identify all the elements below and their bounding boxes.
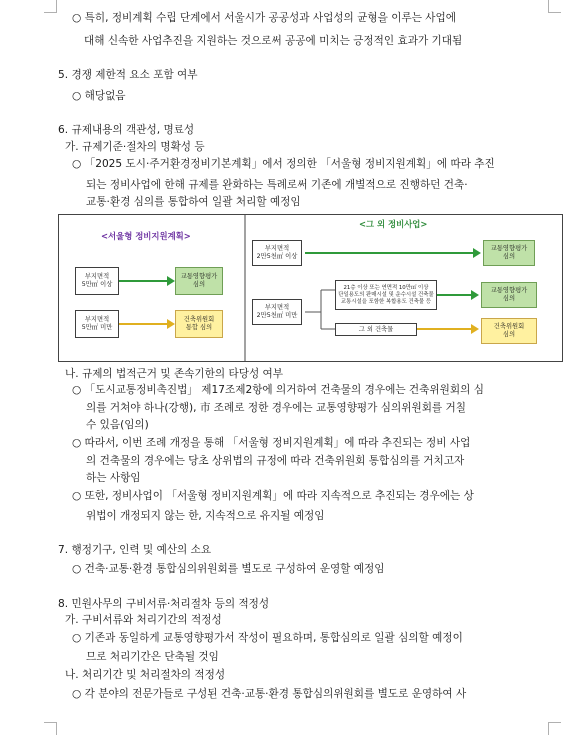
page-corner-top-right [548,0,561,13]
page-corner-bottom-left [44,722,57,735]
site-area-25000-over-box: 부지면적 2만5천㎡ 이상 [252,240,302,266]
integrated-review-box: 건축위원회 통합 심의 [175,310,223,338]
arrow-head [471,290,479,300]
text-line: 되는 정비사업에 한해 규제를 완화하는 특례로써 기존에 개별적으로 진행하던 건축· [86,179,468,191]
text-line: 하는 사항임 [86,472,141,484]
section-heading: 5. 경쟁 제한적 요소 포함 여부 [58,69,198,81]
text-line: ○ 「도시교통정비촉진법」 제17조제2항에 의거하여 건축물의 경우에는 건축위원회의 심 [72,384,484,396]
traffic-review-box-right: 교통영향평가 심의 [483,240,535,266]
text-line: ○ 해당없음 [72,90,126,102]
text-line: 대해 신속한 사업추진을 지원하는 것으로써 공공에 미치는 긍정적인 효과가 기대됨 [84,35,463,47]
text-line: 의 건축물의 경우에는 당초 상위법의 규정에 따라 건축위원회 통합심의를 거치고자 [86,455,465,467]
arrow-head [471,324,479,334]
text-line: ○ 「2025 도시·주거환경정비기본계획」에서 정의한 「서울형 정비지원계획」에 따라 추진 [72,158,495,170]
subsection-heading: 가. 규제기준·절차의 명확성 등 [65,141,205,153]
building-committee-review-box: 건축위원회 심의 [481,318,537,344]
text-line: ○ 또한, 정비사업이 「서울형 정비지원계획」에 따라 지속적으로 추진되는 경우에는 상 [72,490,474,502]
traffic-review-box: 교통영향평가 심의 [175,267,223,295]
other-buildings-box: 그 외 건축물 [335,323,417,336]
traffic-review-box-right-2: 교통영향평가 심의 [481,282,537,308]
subsection-heading: 나. 처리기간 및 처리절차의 적정성 [65,669,226,681]
text-line: ○ 특히, 정비계획 수립 단계에서 서울시가 공공성과 사업성의 균형을 이루는 사업에 [72,12,456,24]
text-line: ○ 따라서, 이번 조례 개정을 통해 「서울형 정비지원계획」에 따라 추진되는 정비 사업 [72,437,471,449]
section-heading: 8. 민원사무의 구비서류·처리절차 등의 적정성 [58,598,270,610]
diagram-left-title: <서울형 정비지원계획> [101,231,191,241]
section-heading: 7. 행정기구, 인력 및 예산의 소요 [58,544,212,556]
large-building-condition-box: 21층 이상 또는 연면적 10만㎡ 이상 단일용도의 판매시설 및 운수시설 건축물 교통시설을 포함한 복합용도 건축물 등 [335,280,437,310]
section-heading: 6. 규제내용의 객관성, 명료성 [58,124,195,136]
site-area-50000-under-box: 부지면적 5만㎡ 미만 [75,310,119,338]
diagram-right-title: <그 외 정비사업> [359,219,428,229]
page-corner-top-left [44,0,57,13]
site-area-50000-over-box: 부지면적 5만㎡ 이상 [75,267,119,295]
text-line: ○ 기존과 동일하게 교통영향평가서 작성이 필요하며, 통합심의로 일괄 심의할 예정이 [72,632,463,644]
arrow-head [167,319,175,329]
page-corner-bottom-right [548,722,561,735]
review-process-diagram [58,214,563,362]
text-line: 교통·환경 심의를 통합하여 일괄 처리할 예정임 [86,196,301,208]
subsection-heading: 가. 구비서류와 처리기간의 적정성 [65,614,222,626]
subsection-heading: 나. 규제의 법적근거 및 존속기한의 타당성 여부 [65,368,284,380]
site-area-25000-under-box: 부지면적 2만5천㎡ 미만 [252,299,302,325]
text-line: 수 있음(임의) [86,419,149,431]
text-line: 위법이 개정되지 않는 한, 지속적으로 유지될 예정임 [86,510,325,522]
text-line: 므로 처리기간은 단축될 것임 [86,651,219,663]
text-line: 의를 거쳐야 하나(강행), 市 조례로 정한 경우에는 교통영향평가 심의위원회를 거칠 [86,402,467,414]
arrow-head [473,248,481,258]
text-line: ○ 각 분야의 전문가들로 구성된 건축·교통·환경 통합심의위원회를 별도로 운영하여 사 [72,688,467,700]
arrow-head [167,276,175,286]
text-line: ○ 건축·교통·환경 통합심의위원회를 별도로 구성하여 운영할 예정임 [72,563,385,575]
